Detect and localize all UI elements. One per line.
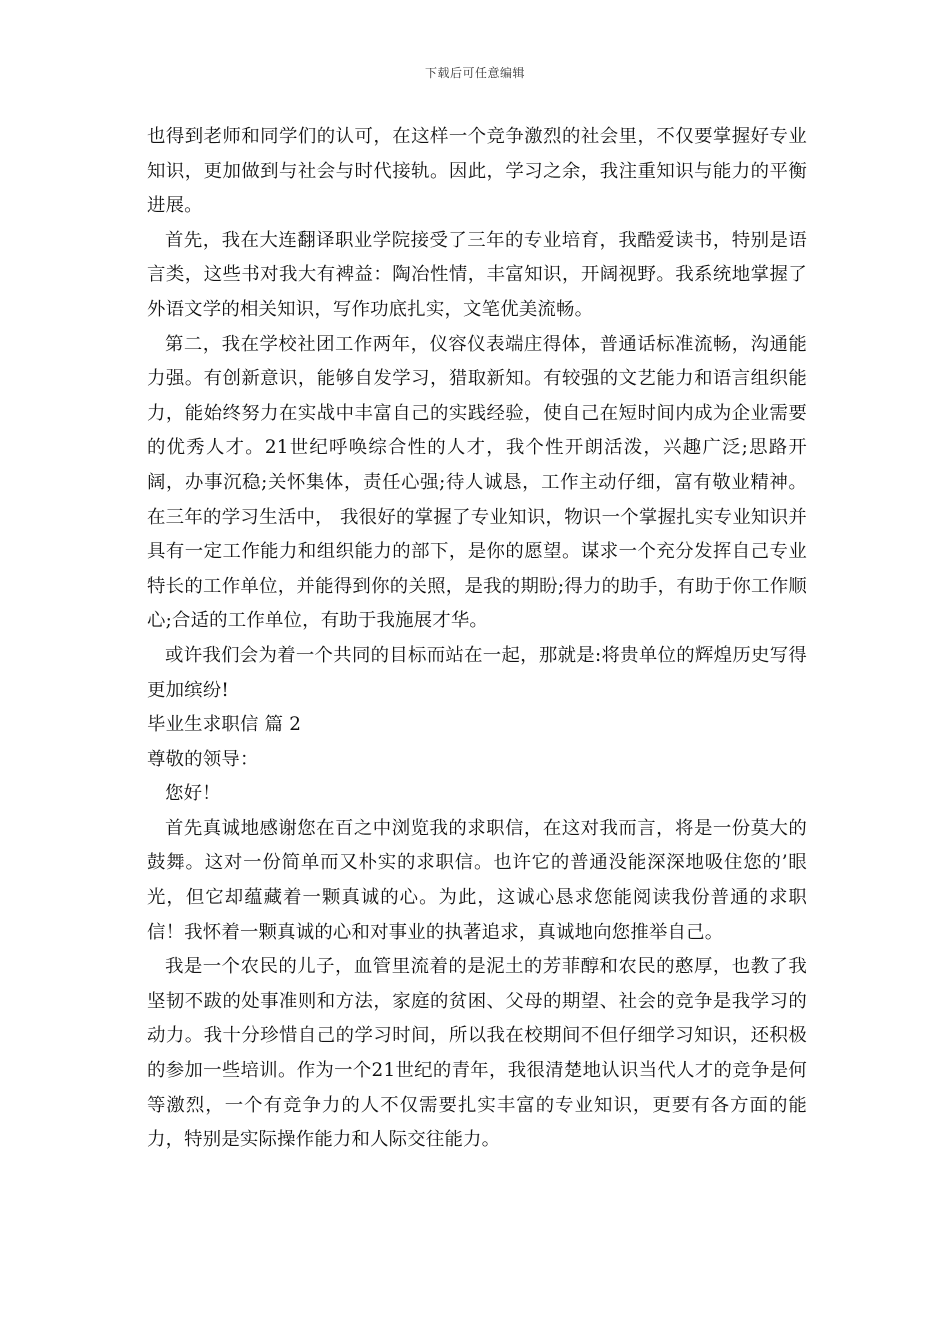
greeting: 您好！ [165, 783, 221, 805]
paragraph-2: 首先，我在大连翻译职业学院接受了三年的专业培育，我酷爱读书，特别是语言类，这些书对我大有裨益：陶冶性情，丰富知识，开阔视野。我系统地掌握了外语文学的相关知识，写作功底扎实，文笔优美流畅。 [147, 229, 807, 320]
paragraph-5: 首先真诚地感谢您在百之中浏览我的求职信，在这对我而言，将是一份莫大的鼓舞。这对一份简单而又朴实的求职信。也许它的普通没能深深地吸住您的’眼光，但它却蕴藏着一颗真诚的心。为此，这诚心恳求您能阅读我份普通的求职信！我怀着一颗真诚的心和对事业的执著追求，真诚地向您推举自己。 [147, 817, 807, 943]
page-header: 下载后可任意编辑 [424, 66, 525, 80]
salutation: 尊敬的领导： [147, 748, 259, 770]
paragraph-1: 也得到老师和同学们的认可，在这样一个竞争激烈的社会里，不仅要掌握好专业知识，更加做到与社会与时代接轨。因此，学习之余，我注重知识与能力的平衡进展。 [147, 126, 807, 217]
paragraph-4: 或许我们会为着一个共同的目标而站在一起，那就是:将贵单位的辉煌历史写得更加缤纷! [147, 644, 807, 701]
document-body [147, 120, 807, 1158]
paragraph-6: 我是一个农民的儿子，血管里流着的是泥土的芳菲醇和农民的憨厚，也教了我坚韧不跋的处事准则和方法，家庭的贫困、父母的期望、社会的竞争是我学习的动力。我十分珍惜自己的学习时间，所以我在校期间不但仔细学习知识，还积极的参加一些培训。作为一个21世纪的青年，我很清楚地认识当代人才的竞争是何等激烈，一个有竞争力的人不仅需要扎实丰富的专业知识，更要有各方面的能力，特别是实际操作能力和人际交往能力。 [147, 956, 807, 1151]
section-heading: 毕业生求职信 篇 2 [147, 714, 302, 736]
paragraph-3: 第二，我在学校社团工作两年，仪容仪表端庄得体，普通话标准流畅，沟通能力强。有创新意识，能够自发学习，猎取新知。有较强的文艺能力和语言组织能力，能始终努力在实战中丰富自己的实践经验，使自己在短时间内成为企业需要的优秀人才。21世纪呼唤综合性的人才，我个性开朗活泼，兴趣广泛;思路开阔，办事沉稳;关怀集体，责任心强;待人诚恳，工作主动仔细，富有敬业精神。在三年的学习生活中， 我很好的掌握了专业知识，物识一个掌握扎实专业知识并具有一定工作能力和组织能力的部下，是你的愿望。谋求一个充分发挥自己专业特长的工作单位，并能得到你的关照，是我的期盼;得力的助手，有助于你工作顺心;合适的工作单位，有助于我施展才华。 [147, 333, 807, 632]
